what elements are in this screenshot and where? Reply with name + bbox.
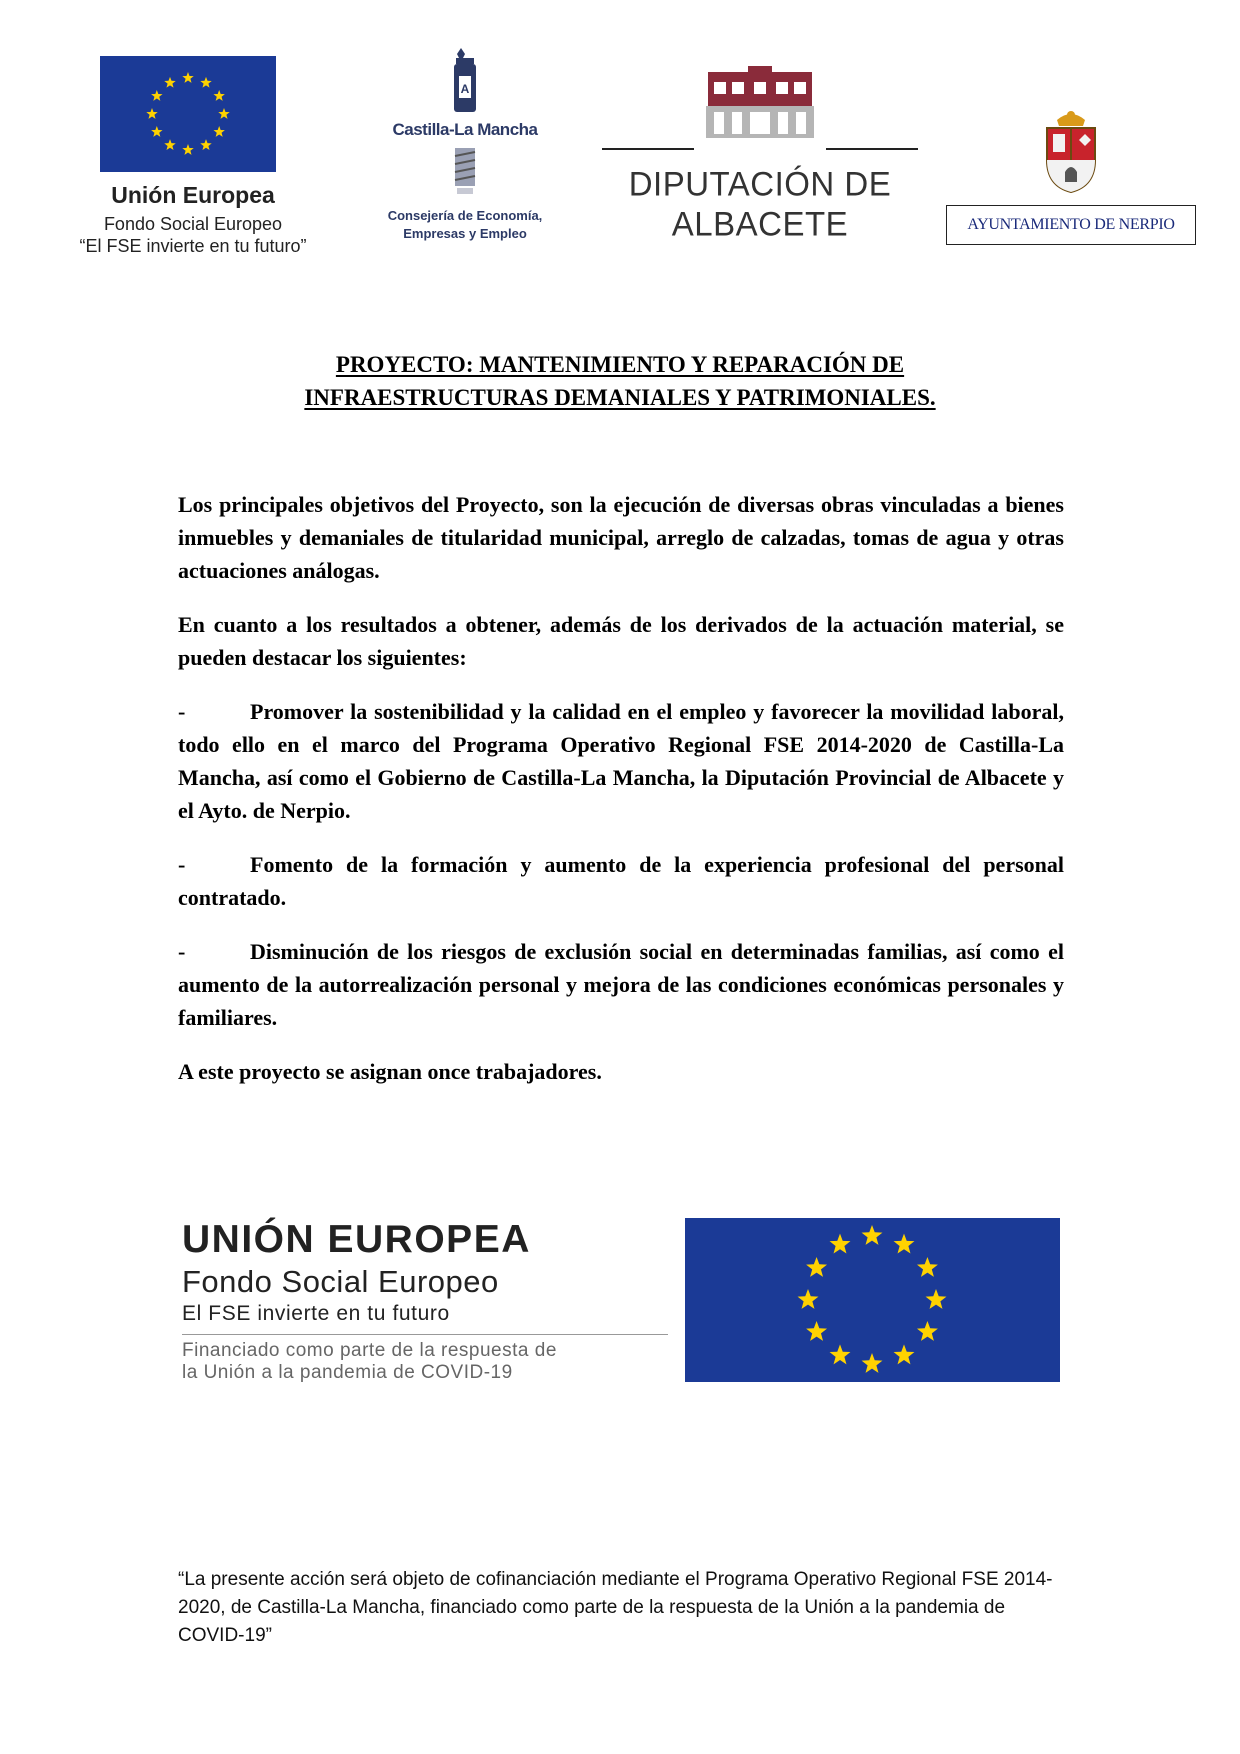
eu-star-icon [213,126,224,137]
logo-rule-right [826,148,918,150]
eu-star-icon [926,1289,947,1309]
bullet-text: Fomento de la formación y aumento de la experiencia profesional del personal contratado. [178,852,1064,910]
clm-logo-department-line2: Empresas y Empleo [403,226,527,241]
project-title-line2: INFRAESTRUCTURAS DEMANIALES Y PATRIMONIALES. [304,385,936,410]
eu-logo-header [58,56,328,266]
eu-star-icon [151,90,162,101]
bullet-dash: - [178,699,186,724]
eu-fse-banner [180,1218,1060,1384]
building-emblem-icon [602,66,918,156]
bullet-dash: - [178,939,186,964]
bullet-item [178,935,1064,1034]
castilla-la-mancha-logo [385,46,545,286]
eu-star-icon [164,139,175,150]
logo-rule-left [602,148,694,150]
eu-star-icon [798,1289,819,1309]
banner-slogan: El FSE invierte en tu futuro [182,1302,450,1325]
eu-star-icon [830,1344,851,1364]
pattern-emblem-icon [385,146,545,202]
eu-star-icon [894,1234,915,1254]
eu-flag-icon [100,56,276,172]
eu-star-icon [806,1257,827,1277]
clm-logo-department-line1: Consejería de Economía, [387,208,543,223]
eu-star-icon [894,1344,915,1364]
eu-star-icon [830,1234,851,1254]
eu-star-icon [146,108,157,119]
project-title [160,348,1080,414]
eu-star-icon [182,144,193,155]
clm-logo-reflection [385,250,545,262]
document-body [178,488,1064,1109]
eu-logo-slogan: “El FSE invierte en tu futuro” [79,236,307,256]
bullet-item [178,848,1064,914]
eu-star-icon [200,77,211,88]
banner-covid-line2: la Unión a la pandemia de COVID-19 [182,1362,513,1383]
eu-star-icon [218,108,229,119]
eu-star-icon [806,1321,827,1341]
bullet-text: Promover la sostenibilidad y la calidad en el empleo y favorecer la movilidad laboral, todo ello en el marco del Programa Operativo Regional FSE 2014-2020 de Castilla-La Mancha, así como el Gobierno de Castilla-La Mancha, la Diputación Provincial de Albacete y el Ayto. de Nerpio. [178,699,1064,823]
eu-flag-large-icon [685,1218,1060,1382]
paragraph-objectives: Los principales objetivos del Proyecto, son la ejecución de diversas obras vinculadas a bienes inmuebles y demaniales de titularidad municipal, arreglo de calzadas, tomas de agua y otras actuaciones análogas. [178,492,1064,583]
eu-star-icon [862,1353,883,1373]
banner-divider [182,1334,668,1335]
eu-star-icon [200,139,211,150]
banner-fund-name: Fondo Social Europeo [182,1264,499,1299]
banner-title: UNIÓN EUROPEA [182,1218,531,1261]
cofinancing-footer: “La presente acción será objeto de cofinanciación mediante el Programa Operativo Regional FSE 2014-2020, de Castilla-La Mancha, financiado como parte de la respuesta de la Unión a la pandemia de COVID-19” [178,1569,1053,1646]
diputacion-albacete-logo [602,66,918,243]
eu-star-icon [151,126,162,137]
eu-star-icon [917,1257,938,1277]
nerpio-coat-of-arms-icon [1043,110,1099,194]
clm-logo-name: Castilla-La Mancha [392,120,538,139]
crown-emblem-icon [385,46,545,122]
eu-logo-subtitle: Fondo Social Europeo [103,214,283,234]
eu-star-icon [182,72,193,83]
diputacion-logo-name: DIPUTACIÓN DE ALBACETE [628,164,892,243]
bullet-dash: - [178,852,186,877]
paragraph-closing: A este proyecto se asignan once trabajadores. [178,1059,602,1084]
bullet-item [178,695,1064,827]
eu-star-icon [213,90,224,101]
project-title-line1: PROYECTO: MANTENIMIENTO Y REPARACIÓN DE [335,352,905,377]
eu-star-icon [164,77,175,88]
banner-covid-line1: Financiado como parte de la respuesta de [182,1340,557,1361]
nerpio-label-box: AYUNTAMIENTO DE NERPIO [946,205,1196,245]
svg-text:A: A [460,82,470,96]
eu-logo-title: Unión Europea [111,182,275,208]
eu-star-icon [862,1225,883,1245]
eu-star-icon [917,1321,938,1341]
paragraph-results-intro: En cuanto a los resultados a obtener, además de los derivados de la actuación material, se pueden destacar los siguientes: [178,612,1064,670]
bullet-text: Disminución de los riesgos de exclusión social en determinadas familias, así como el aumento de la autorrealización personal y mejora de las condiciones económicas personales y familiares. [178,939,1064,1030]
